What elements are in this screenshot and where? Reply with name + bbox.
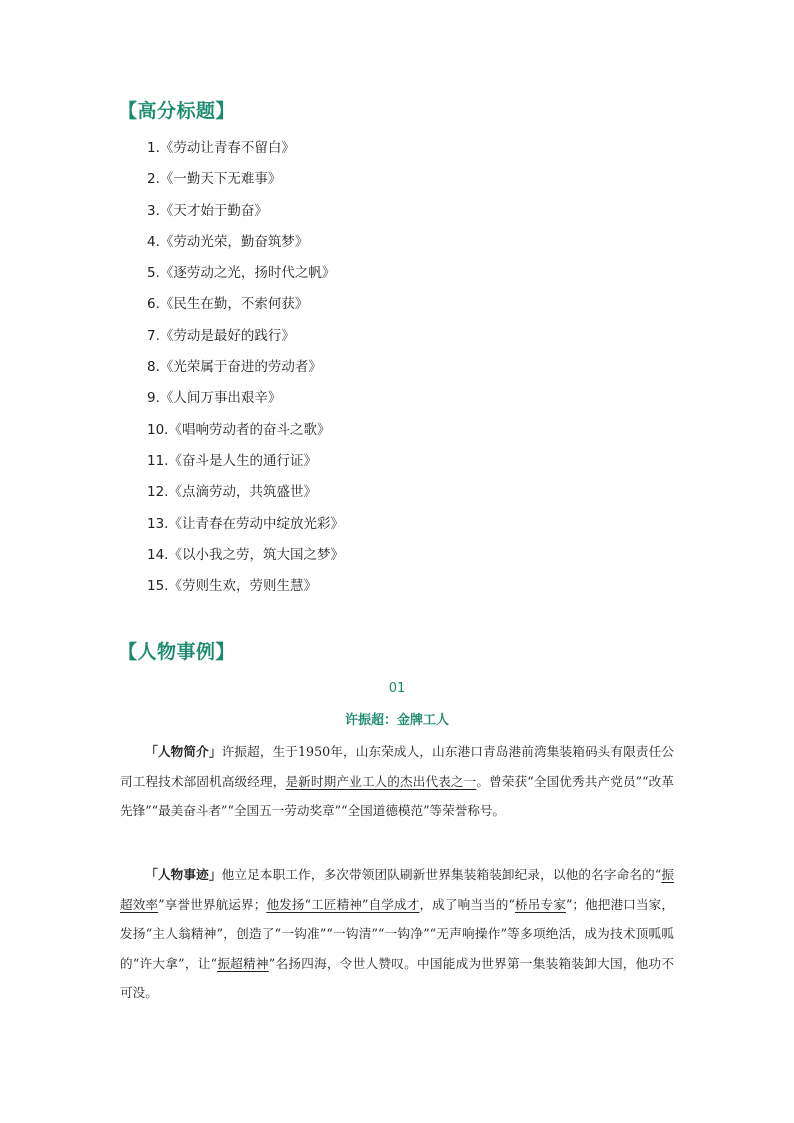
intro-label: 「人物简介」: [145, 744, 222, 759]
item-number: 14.: [147, 546, 169, 563]
item-number: 6.: [147, 296, 160, 313]
item-number: 8.: [147, 359, 160, 376]
item-text: 《劳动是最好的践行》: [159, 327, 295, 344]
item-text: 《劳则生欢，劳则生慧》: [168, 578, 317, 595]
item-number: 3.: [147, 202, 160, 219]
intro-text: 。曾荣获“全国优秀共产党员”“改革先锋”“最美奋斗者”“全国五一劳动奖章”“全国道德模范”等荣誉称号。: [120, 773, 675, 818]
item-text: 《以小我之劳，筑大国之梦》: [168, 546, 344, 563]
list-item: [147, 324, 344, 355]
list-item: [147, 230, 344, 261]
deeds-underlined-text: 振超效率: [120, 867, 675, 912]
item-number: 7.: [147, 327, 160, 344]
list-item: [147, 418, 344, 449]
item-text: 《光荣属于奋进的劳动者》: [159, 359, 322, 376]
item-number: 2.: [147, 171, 160, 188]
title-list: [147, 136, 344, 605]
list-item: [147, 386, 344, 417]
item-text: 《点滴劳动，共筑盛世》: [168, 484, 317, 501]
item-text: 《逐劳动之光，扬时代之帆》: [159, 265, 336, 282]
case-number: 01: [388, 681, 406, 696]
item-text: 《让青春在劳动中绽放光彩》: [168, 515, 344, 532]
item-text: 《唱响劳动者的奋斗之歌》: [168, 421, 331, 438]
item-number: 11.: [147, 452, 169, 469]
section-heading-titles: 【高分标题】: [118, 100, 236, 122]
deeds-underlined-text: 振超精神: [217, 955, 269, 971]
deeds-text: ，成了响当当的“: [419, 896, 515, 912]
item-number: 13.: [147, 515, 169, 532]
deeds-underlined-text: 他发扬“工匠精神”自学成才: [266, 896, 420, 912]
item-number: 5.: [147, 265, 160, 282]
case-title: 许振超：金牌工人: [344, 713, 449, 728]
deeds-text: ”名扬四海，令世人赞叹。中国能成为世界第一集装箱装卸大国，他功不可没。: [120, 955, 674, 1000]
item-number: 10.: [147, 421, 169, 438]
intro-underlined-text: 是新时期产业工人的杰出代表之一: [285, 773, 477, 789]
list-item: [147, 136, 344, 167]
item-text: 《一勤天下无难事》: [159, 171, 282, 188]
list-item: [147, 292, 344, 323]
item-number: 4.: [147, 233, 160, 250]
item-text: 《奋斗是人生的通行证》: [168, 452, 317, 469]
list-item: [147, 480, 344, 511]
list-item: [147, 543, 344, 574]
item-text: 《劳动光荣，勤奋筑梦》: [159, 233, 309, 250]
item-number: 15.: [147, 578, 169, 595]
list-item: [147, 512, 344, 543]
list-item: [147, 574, 344, 605]
item-number: 12.: [147, 484, 169, 501]
item-text: 《人间万事出艰辛》: [159, 390, 282, 407]
deeds-text: ”；他把港口当家，发扬“主人翁精神”，创造了“一钩准”“一钩清”“一钩净”“无声响操作”等多项绝活，成为技术顶呱呱的“许大拿”，让“: [120, 896, 674, 971]
list-item: [147, 261, 344, 292]
deeds-text: 他立足本职工作，多次带领团队刷新世界集装箱装卸纪录，以他的名字命名的“: [221, 867, 662, 882]
deeds-underlined-text: 桥吊专家: [514, 896, 566, 912]
intro-paragraph: [120, 737, 674, 826]
item-text: 《天才始于勤奋》: [159, 202, 268, 219]
list-item: [147, 199, 344, 230]
item-text: 《劳动让青春不留白》: [159, 140, 295, 156]
deeds-label: 「人物事迹」: [145, 867, 222, 882]
list-item: [147, 449, 344, 480]
item-number: 9.: [147, 390, 160, 407]
deeds-text: ”享誉世界航运界；: [158, 896, 267, 912]
section-heading-cases: 【人物事例】: [118, 641, 236, 663]
list-item: [147, 167, 344, 198]
intro-text: 许振超，生于1950年，山东荣成人，山东港口青岛港前湾集装箱码头有限责任公司工程技术部固机高级经理，: [120, 744, 675, 789]
item-number: 1.: [147, 140, 160, 156]
deeds-paragraph: [120, 860, 674, 1008]
list-item: [147, 355, 344, 386]
item-text: 《民生在勤，不索何获》: [159, 296, 309, 313]
